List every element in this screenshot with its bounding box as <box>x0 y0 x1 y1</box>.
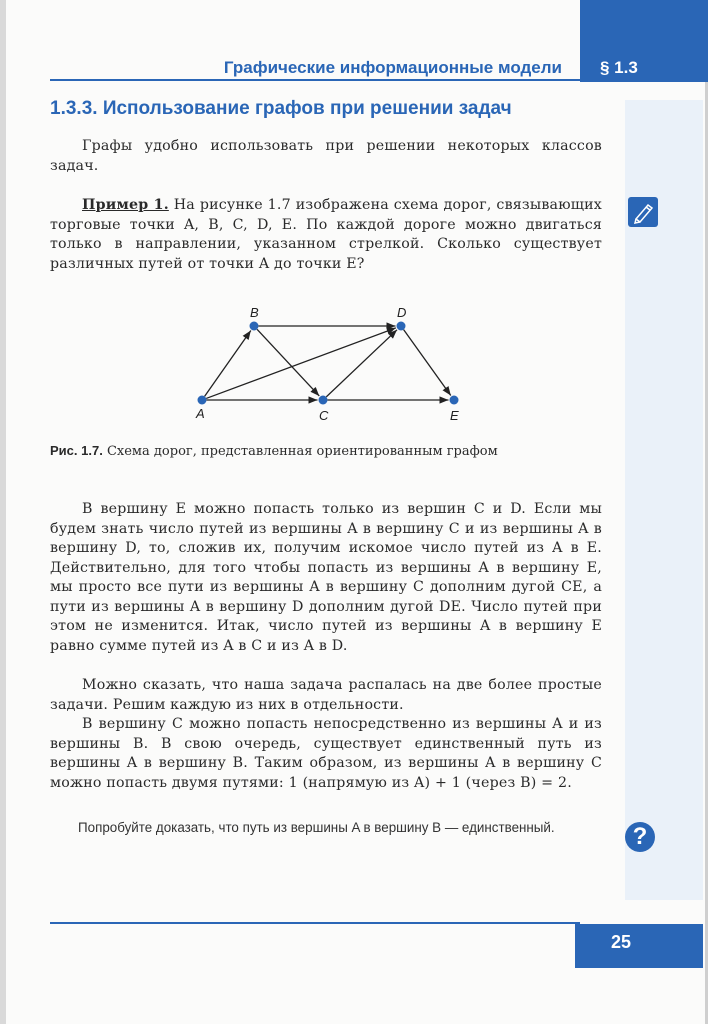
node-e <box>450 396 459 405</box>
edge-d-e <box>404 330 451 396</box>
edge-a-b <box>205 331 251 397</box>
question-icon: ? <box>625 822 655 852</box>
page-left-edge <box>0 0 6 1024</box>
edge-a-d <box>206 328 396 399</box>
directed-graph-figure <box>180 295 480 425</box>
intro-paragraph <box>50 137 602 176</box>
node-label-d: D <box>397 305 407 320</box>
node-a <box>198 396 207 405</box>
paragraph-2-text: Можно сказать, что наша задача распалась на две более простые задачи. Решим каждую из них в отдельности. <box>50 677 602 713</box>
page-number: 25 <box>611 932 632 952</box>
edge-b-c <box>257 329 319 396</box>
node-label-a: A <box>196 406 205 421</box>
paragraph-3 <box>50 715 602 793</box>
intro-text: Графы удобно использовать при решении некоторых классов задач. <box>50 138 602 174</box>
node-label-b: B <box>250 305 259 320</box>
header-divider <box>50 79 580 81</box>
example-paragraph <box>50 196 602 274</box>
caption-label: Рис. 1.7. <box>50 443 103 458</box>
node-c <box>319 396 328 405</box>
paragraph-2 <box>50 676 602 715</box>
paragraph-1-text: В вершину E можно попасть только из вершин C и D. Если мы будем знать число путей из вершины A в вершину С и из вершины A в вершину D, то, сложив их, получим искомое число путей из A в E. Действительно, для того чтобы попасть из вершины A в вершину E, мы просто все пути из вершины A в вершину C дополним дугой CE, а пути из вершины A в вершину D дополним дугой DE. Число путей при этом не изменится. Итак, число путей из вершины A в вершину E равно сумме путей из A в C и из A в D. <box>50 501 602 654</box>
node-d <box>397 322 406 331</box>
example-label: Пример 1. <box>82 197 169 213</box>
paragraph-3-text: В вершину C можно попасть непосредственно из вершины A и из вершины B. В свою очередь, существует единственный путь из вершины A в вершину B. Таким образом, из вершины A в вершину C можно попасть двумя путями: 1 (напрямую из A) + 1 (через B) = 2. <box>50 716 602 791</box>
node-b <box>250 322 259 331</box>
exercise-note: Попробуйте доказать, что путь из вершины A в вершину B — единственный. <box>78 820 555 835</box>
page-number-box <box>575 924 703 968</box>
paragraph-1 <box>50 500 602 656</box>
pencil-icon <box>628 197 658 227</box>
running-title: Графические информационные модели <box>223 58 562 77</box>
caption-text: Схема дорог, представленная ориентированным графом <box>102 444 498 459</box>
footer-divider <box>50 922 580 924</box>
edge-c-d <box>326 330 397 397</box>
section-number: § 1.3 <box>600 58 638 77</box>
figure-caption <box>50 443 498 459</box>
node-label-c: C <box>319 408 329 423</box>
example-text: На рисунке 1.7 изображена схема дорог, связывающих торговые точки A, B, C, D, E. По каждой дороге можно двигаться только в направлении, указанном стрелкой. Сколько существует различных путей от точки A до точки E? <box>50 197 602 272</box>
node-label-e: E <box>450 408 459 423</box>
section-heading: 1.3.3. Использование графов при решении задач <box>50 98 512 119</box>
